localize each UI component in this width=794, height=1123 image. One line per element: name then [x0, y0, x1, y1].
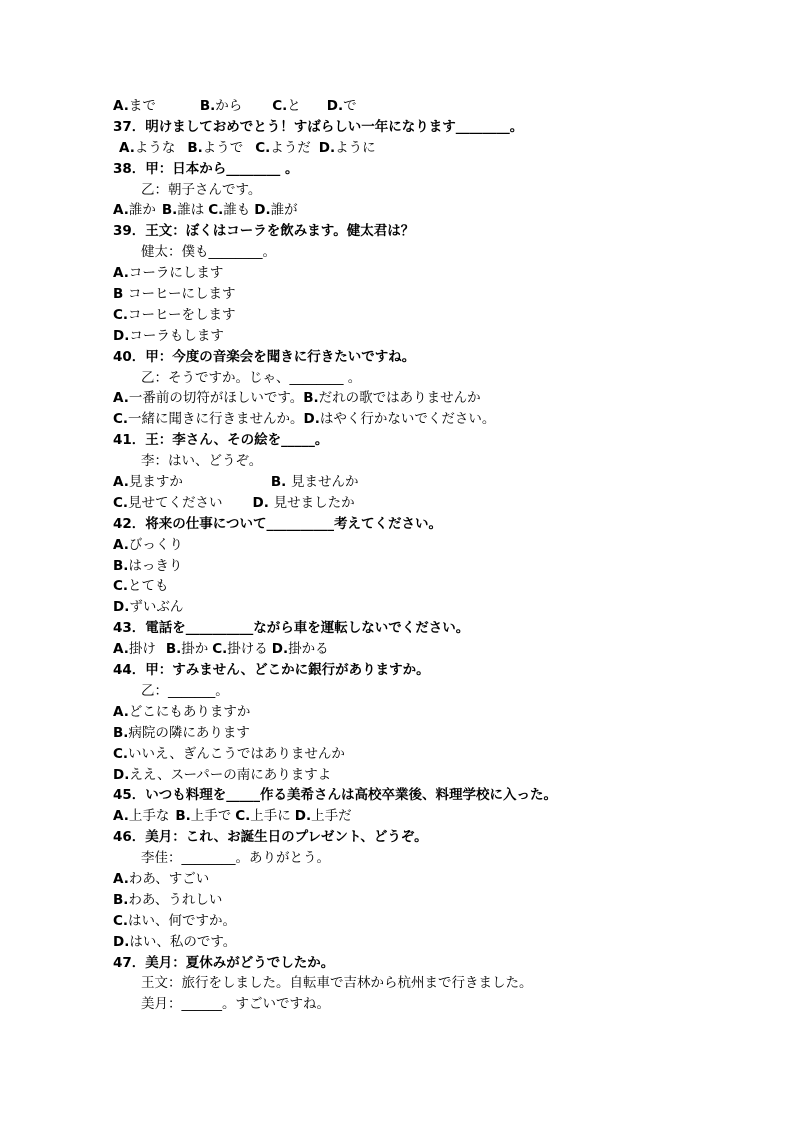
option-letter: A.: [113, 202, 129, 219]
option-text: コーラにします: [128, 265, 224, 282]
option-letter: B.: [113, 724, 129, 741]
answer-options: [113, 138, 733, 159]
answer-options: [113, 576, 733, 597]
answer-option: [113, 388, 303, 409]
option-text: はい、私のです。: [129, 933, 237, 950]
option-letter: C.: [113, 494, 129, 511]
option-text: とても: [128, 578, 169, 595]
option-text: コーラもします: [129, 327, 224, 344]
answer-option: [113, 263, 223, 284]
option-letter: D.: [294, 808, 312, 825]
answer-option: [113, 765, 331, 786]
answer-options: [113, 702, 733, 723]
answer-options: [113, 911, 733, 932]
answer-options: [113, 388, 733, 409]
answer-option: [327, 96, 357, 117]
option-letter: D.: [326, 98, 344, 114]
option-text: 病院の隣にあります: [128, 724, 250, 741]
option-letter: B.: [303, 390, 319, 407]
answer-option: [212, 639, 268, 660]
option-letter: B.: [161, 202, 178, 219]
answer-options: [113, 284, 733, 305]
answer-options: [113, 639, 733, 660]
option-letter: C.: [113, 411, 129, 428]
option-letter: A.: [113, 703, 129, 720]
option-text: コーヒーをします: [128, 306, 236, 323]
question-stem: 37．明けましておめでとう！すばらしい一年になります________。: [113, 118, 524, 135]
answer-option: [113, 409, 304, 430]
answer-option: [253, 493, 355, 514]
answer-option: [175, 806, 231, 827]
option-text: と: [287, 98, 301, 114]
answer-option: [113, 284, 235, 305]
option-letter: C.: [113, 912, 129, 929]
question-stem: 45．いつも料理を_____作る美希さんは高校卒業後、料理学校に入った。: [113, 787, 558, 804]
option-letter: A.: [113, 641, 129, 658]
option-text: 上手だ: [311, 808, 352, 825]
option-text: ずいぶん: [129, 599, 184, 616]
answer-option: [113, 576, 169, 597]
answer-option: [208, 200, 250, 221]
question-stem: 38．甲：日本から________ 。: [113, 160, 299, 177]
question-stem: 47．美月：夏休みがどうでしたか。: [113, 954, 335, 971]
option-text: ような: [134, 139, 176, 156]
dialogue-line: 健太：僕も________。: [141, 244, 276, 261]
answer-option: [113, 932, 236, 953]
answer-options: [113, 890, 733, 911]
answer-options: [113, 472, 733, 493]
option-text: はやく行かないでください。: [319, 411, 496, 428]
answer-option: [187, 138, 243, 159]
answer-option: [255, 138, 311, 159]
answer-option: [119, 138, 175, 159]
answer-option: [162, 200, 204, 221]
option-text: 見せてください: [128, 494, 223, 511]
answer-option: [113, 744, 345, 765]
answer-options: [113, 932, 733, 953]
answer-option: [113, 723, 250, 744]
option-text: 掛かる: [288, 641, 329, 658]
option-text: まで: [128, 98, 156, 114]
answer-option: [113, 493, 223, 514]
option-text: 掛ける: [227, 641, 268, 658]
answer-options: [113, 806, 733, 827]
option-letter: A.: [113, 474, 129, 491]
option-text: ええ、スーパーの南にありますよ: [129, 766, 332, 783]
option-text: 上手な: [128, 808, 170, 825]
option-text: はい、何ですか。: [128, 912, 237, 929]
option-text: 見ませんか: [290, 474, 359, 491]
question-list: [113, 96, 733, 1015]
question-stem: 44．甲：すみません、どこかに銀行がありますか。: [113, 662, 430, 679]
answer-options: [113, 723, 733, 744]
answer-option: [235, 806, 291, 827]
answer-option: [113, 702, 250, 723]
answer-options: [113, 493, 733, 514]
option-text: 誰も: [223, 202, 251, 219]
answer-options: [113, 597, 733, 618]
option-text: はっきり: [128, 557, 183, 574]
option-text: びっくり: [128, 536, 183, 553]
option-text: ようで: [202, 139, 244, 156]
option-letter: B.: [165, 641, 182, 658]
option-text: 誰が: [270, 202, 298, 219]
answer-options: [113, 96, 733, 117]
option-text: 一緒に聞きに行きませんか。: [128, 411, 304, 428]
answer-options: [113, 263, 733, 284]
option-letter: C.: [235, 808, 251, 825]
dialogue-line: 乙：_______。: [141, 682, 229, 699]
option-letter: A.: [113, 870, 129, 887]
dialogue-line: 王文：旅行をしました。自転車で吉林から杭州まで行きました。: [141, 975, 533, 992]
option-letter: C.: [113, 306, 129, 323]
option-text: で: [343, 98, 357, 114]
option-text: 一番前の切符がほしいです。: [128, 390, 304, 407]
option-text: 上手に: [250, 808, 291, 825]
answer-option: [113, 869, 209, 890]
option-letter: D.: [113, 599, 130, 616]
option-text: ように: [335, 139, 376, 156]
answer-options: [113, 535, 733, 556]
question-stem: 39．王文：ぼくはコーラを飲みます。健太君は？: [113, 223, 415, 240]
option-text: どこにもありますか: [128, 703, 251, 720]
answer-option: [254, 200, 297, 221]
answer-option: [272, 639, 329, 660]
answer-option: [113, 472, 183, 493]
option-text: わあ、すごい: [128, 870, 210, 887]
answer-option: [319, 138, 376, 159]
option-letter: B: [113, 286, 128, 303]
answer-option: [113, 806, 169, 827]
dialogue-line: 李：はい、どうぞ。: [141, 453, 263, 470]
option-letter: B.: [187, 139, 203, 156]
question-stem: 41．王：李さん、その絵を_____。: [113, 432, 329, 449]
answer-option: [304, 409, 496, 430]
option-text: 見せましたか: [273, 494, 355, 511]
option-letter: C.: [255, 139, 271, 156]
dialogue-line: 乙：朝子さんです。: [141, 181, 262, 198]
answer-options: [113, 556, 733, 577]
answer-option: [295, 806, 352, 827]
option-letter: B.: [199, 98, 216, 114]
option-text: 上手で: [190, 808, 232, 825]
answer-option: [113, 890, 222, 911]
option-letter: D.: [113, 766, 130, 783]
option-letter: C.: [113, 745, 129, 762]
option-text: いいえ、ぎんこうではありませんか: [128, 745, 345, 762]
option-text: 掛け: [128, 641, 156, 658]
option-text: わあ、うれしい: [128, 891, 223, 908]
option-text: だれの歌ではありませんか: [318, 390, 481, 407]
option-text: コーヒーにします: [128, 286, 236, 303]
option-text: ようだ: [270, 139, 311, 156]
option-letter: D.: [271, 641, 289, 658]
option-letter: A.: [119, 139, 135, 156]
option-letter: B.: [113, 891, 129, 908]
option-letter: D.: [113, 327, 130, 344]
answer-option: [113, 305, 236, 326]
question-stem: 40．甲：今度の音楽会を聞きに行きたいですね。: [113, 348, 416, 365]
option-letter: A.: [113, 98, 129, 114]
answer-option: [272, 96, 301, 117]
option-text: 誰は: [177, 202, 205, 219]
option-letter: D.: [113, 933, 130, 950]
option-text: 掛か: [181, 641, 209, 658]
option-letter: D.: [252, 494, 274, 511]
answer-options: [113, 409, 733, 430]
option-letter: C.: [113, 578, 129, 595]
answer-options: [113, 326, 733, 347]
option-letter: D.: [318, 139, 336, 156]
answer-option: [113, 556, 182, 577]
answer-option: [113, 639, 156, 660]
option-letter: C.: [208, 202, 224, 219]
option-letter: A.: [113, 808, 129, 825]
dialogue-line: 李佳：________。ありがとう。: [141, 850, 330, 867]
answer-option: [113, 911, 236, 932]
answer-option: [113, 326, 224, 347]
option-text: から: [215, 98, 243, 114]
answer-option: [200, 96, 242, 117]
option-letter: B.: [175, 808, 191, 825]
option-letter: B.: [270, 474, 291, 491]
question-stem: 42．将来の仕事について__________考えてください。: [113, 515, 443, 532]
answer-options: [113, 744, 733, 765]
answer-option: [113, 200, 156, 221]
option-text: 見ますか: [128, 474, 183, 491]
answer-option: [303, 388, 480, 409]
dialogue-line: 美月：______。すごいですね。: [141, 996, 330, 1013]
option-letter: A.: [113, 536, 129, 553]
option-letter: C.: [212, 641, 228, 658]
answer-option: [113, 597, 183, 618]
answer-option: [166, 639, 208, 660]
answer-option: [271, 472, 359, 493]
option-letter: A.: [113, 390, 129, 407]
question-stem: 46．美月：これ、お誕生日のプレゼント、どうぞ。: [113, 829, 428, 846]
dialogue-line: 乙：そうですか。じゃ、________ 。: [141, 369, 362, 386]
option-letter: C.: [272, 98, 288, 114]
option-letter: D.: [254, 202, 271, 219]
option-letter: D.: [303, 411, 320, 428]
answer-options: [113, 200, 733, 221]
answer-options: [113, 869, 733, 890]
option-letter: A.: [113, 265, 129, 282]
option-letter: B.: [113, 557, 129, 574]
answer-options: [113, 765, 733, 786]
answer-option: [113, 535, 183, 556]
question-stem: 43．電話を__________ながら車を運転しないでください。: [113, 620, 470, 637]
option-text: 誰か: [128, 202, 156, 219]
answer-option: [113, 96, 156, 117]
answer-options: [113, 305, 733, 326]
